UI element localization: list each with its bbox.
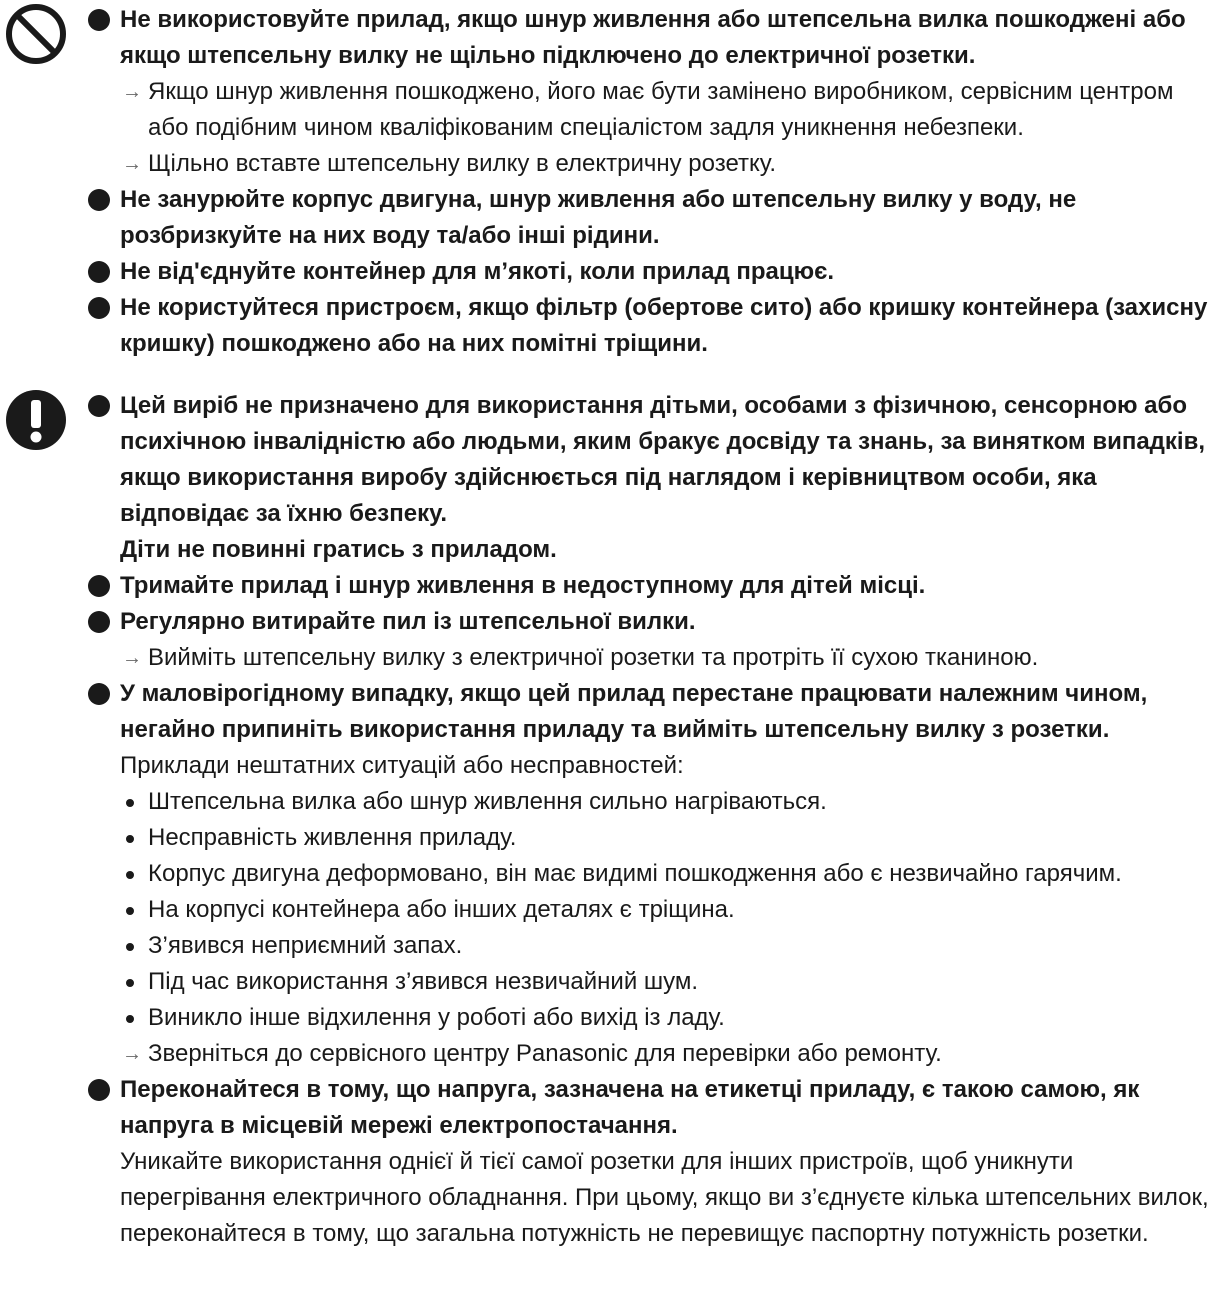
item-text: Цей виріб не призначено для використання дітьми, особами з фізичною, сенсорною або психічною інвалідністю або людьми, яким бракує досвіду та знань, за винятком випадків, якщо використання виробу здійснюється під наглядом і керівництвом особи, яка відповідає за їхню безпеку. bbox=[120, 392, 1206, 527]
item-text-2: Діти не повинні гратись з приладом. bbox=[120, 536, 557, 563]
example-item: Під час використання з’явився незвичайний шум. bbox=[120, 964, 1217, 1000]
example-item: Виникло інше відхилення у роботі або вихід із ладу. bbox=[120, 1000, 1217, 1036]
prohibited-list bbox=[88, 2, 1217, 362]
examples-list bbox=[120, 784, 1217, 1036]
mandatory-list bbox=[88, 388, 1217, 1252]
prohibited-item bbox=[88, 290, 1217, 362]
item-text: Не від'єднуйте контейнер для м’якоті, коли прилад працює. bbox=[120, 258, 835, 285]
item-text: Не занурюйте корпус двигуна, шнур живлення або штепсельну вилку у воду, не розбризкуйте на них воду та/або інші рідини. bbox=[120, 186, 1077, 249]
mandatory-item bbox=[88, 568, 1217, 604]
example-item: Штепсельна вилка або шнур живлення сильно нагріваються. bbox=[120, 784, 1217, 820]
item-text: Регулярно витирайте пил із штепсельної вилки. bbox=[120, 608, 696, 635]
example-item: Корпус двигуна деформовано, він має видимі пошкодження або є незвичайно гарячим. bbox=[120, 856, 1217, 892]
example-item: Несправність живлення приладу. bbox=[120, 820, 1217, 856]
prohibited-item bbox=[88, 182, 1217, 254]
mandatory-item bbox=[88, 1072, 1217, 1252]
note: → Вийміть штепсельну вилку з електричної розетки та протріть її сухою тканиною. bbox=[120, 640, 1217, 676]
exclamation-icon bbox=[4, 388, 68, 452]
note: → Щільно вставте штепсельну вилку в електричну розетку. bbox=[120, 146, 1217, 182]
prohibited-icon bbox=[4, 2, 68, 66]
example-item: На корпусі контейнера або інших деталях є тріщина. bbox=[120, 892, 1217, 928]
prohibited-item bbox=[88, 2, 1217, 182]
mandatory-item bbox=[88, 604, 1217, 676]
note: → Якщо шнур живлення пошкоджено, його має бути замінено виробником, сервісним центром або подібним чином кваліфікованим спеціалістом задля уникнення небезпеки. bbox=[120, 74, 1217, 146]
mandatory-item bbox=[88, 388, 1217, 568]
item-text: Не користуйтеся пристроєм, якщо фільтр (обертове сито) або кришку контейнера (захисну кришку) пошкоджено або на них помітні тріщини. bbox=[120, 294, 1208, 357]
item-text: Переконайтеся в тому, що напруга, зазначена на етикетці приладу, є такою самою, як напруга в місцевій мережі електропостачання. bbox=[120, 1076, 1140, 1139]
item-text: Не використовуйте прилад, якщо шнур живлення або штепсельна вилка пошкоджені або якщо штепсельну вилку не щільно підключено до електричної розетки. bbox=[120, 6, 1186, 69]
item-detail: Уникайте використання однієї й тієї самої розетки для інших пристроїв, щоб уникнути перегрівання електричного обладнання. При цьому, якщо ви з’єднуєте кілька штепсельних вилок, переконайтеся в тому, що загальна потужність не перевищує паспортну потужність розетки. bbox=[120, 1148, 1209, 1247]
note: → Зверніться до сервісного центру Panasonic для перевірки або ремонту. bbox=[120, 1036, 1217, 1072]
item-text: У маловірогідному випадку, якщо цей прилад перестане працювати належним чином, негайно припиніть використання приладу та вийміть штепсельну вилку з розетки. bbox=[120, 680, 1148, 743]
prohibited-item bbox=[88, 254, 1217, 290]
mandatory-item bbox=[88, 676, 1217, 1072]
examples-intro: Приклади нештатних ситуацій або несправностей: bbox=[120, 752, 684, 779]
example-item: З’явився неприємний запах. bbox=[120, 928, 1217, 964]
item-text: Тримайте прилад і шнур живлення в недоступному для дітей місці. bbox=[120, 572, 926, 599]
